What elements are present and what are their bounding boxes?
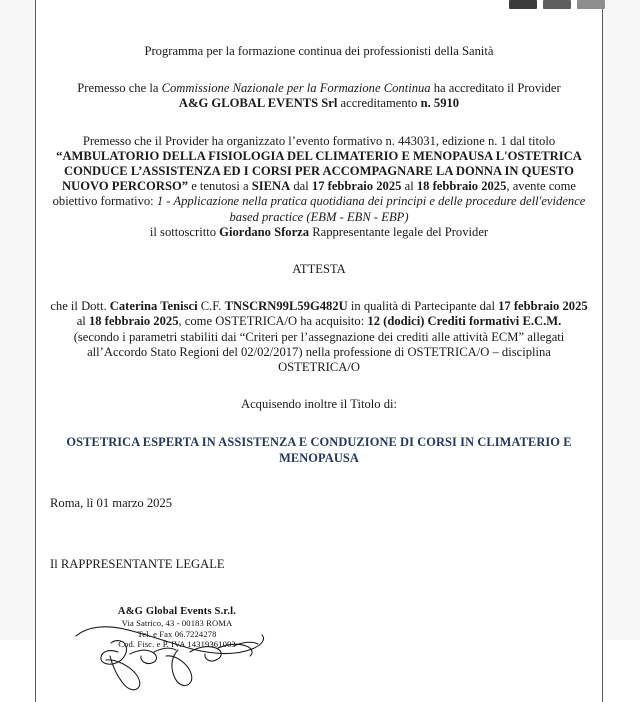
toolbar-bar-medium[interactable]	[543, 0, 571, 9]
toolbar-bar-light[interactable]	[577, 0, 605, 9]
participant-paragraph	[50, 299, 588, 375]
event-date-start: 17 febbraio 2025	[311, 179, 402, 194]
toolbar	[0, 0, 640, 10]
event-al: al	[401, 179, 417, 194]
document-page	[35, 0, 603, 702]
event-line1: Premesso che il Provider ha organizzato l’evento formativo n. 443031, edizione n. 1 dal titolo	[82, 133, 556, 148]
participant-profession: , come OSTETRICA/O ha acquisito:	[178, 314, 368, 329]
cf-label: C.F.	[197, 299, 225, 314]
commission-name: Commissione Nazionale per la Formazione Continua	[161, 81, 431, 96]
undersigned-suffix: Rappresentante legale del Provider	[309, 224, 489, 239]
stamp-company-name: A&G Global Events S.r.l.	[117, 606, 237, 618]
event-dal: dal	[290, 179, 312, 194]
event-title: “AMBULATORIO DELLA FISIOLOGIA DEL CLIMATERIO E MENOPAUSA L'OSTETRICA CONDUCE L’ASSISTENZA ED I CORSI PER ACCOMPAGNARE LA DONNA IN QUESTO NUOVO PERCORSO”	[56, 148, 582, 194]
stamp-and-signature-block	[72, 606, 302, 702]
participant-name: Caterina Tenisci	[109, 299, 198, 314]
accreditation-middle: ha accreditato il Provider	[430, 81, 561, 96]
representative-label: Il RAPPRESENTANTE LEGALE	[50, 557, 225, 572]
stamp-phone: Tel. e Fax 06.7224278	[137, 628, 217, 639]
event-paragraph	[50, 134, 588, 225]
title-intro: Acquisendo inoltre il Titolo di:	[240, 397, 398, 412]
participant-prefix: che il Dott.	[50, 299, 110, 314]
undersigned-prefix: il sottoscritto	[149, 224, 220, 239]
participant-date-end: 18 febbraio 2025	[88, 314, 179, 329]
document-body	[50, 0, 588, 702]
event-date-end: 18 febbraio 2025	[416, 179, 507, 194]
participant-al: al	[76, 314, 89, 329]
participant-role: in qualità di Partecipante dal	[347, 299, 499, 314]
participant-credits: 12 (dodici) Crediti formativi E.C.M.	[367, 314, 562, 329]
event-objective: 1 - Applicazione nella pratica quotidiana dei principi e delle procedure dell'evidence based practice (EBM - EBN - EBP)	[156, 194, 586, 224]
provider-name: A&G GLOBAL EVENTS Srl	[178, 96, 338, 111]
participant-date-start: 17 febbraio 2025	[498, 299, 588, 314]
objective-prefix: , avente come obiettivo formativo:	[52, 179, 576, 209]
accreditation-word: accreditamento	[337, 96, 421, 111]
event-after-title: e tenutosi a	[188, 179, 252, 194]
awarded-title: OSTETRICA ESPERTA IN ASSISTENZA E CONDUZIONE DI CORSI IN CLIMATERIO E MENOPAUSA	[66, 435, 572, 466]
stamp-tax-id: Cod. Fisc. e P. IVA 14319361003	[118, 638, 236, 649]
cf-value: TNSCRN99L59G482U	[224, 299, 348, 314]
attests-word: ATTESTA	[292, 262, 346, 277]
toolbar-bar-dark[interactable]	[509, 0, 537, 9]
place-and-date: Roma, lì 01 marzo 2025	[50, 496, 173, 511]
company-stamp	[72, 606, 282, 649]
accreditation-number: n. 5910	[420, 96, 460, 111]
accreditation-prefix: Premesso che la	[77, 81, 162, 96]
undersigned-paragraph	[50, 225, 588, 240]
undersigned-name: Giordano Sforza	[219, 224, 310, 239]
accreditation-paragraph	[50, 81, 588, 111]
event-city: SIENA	[251, 179, 291, 194]
stamp-address: Via Satrico, 43 - 00183 ROMA	[121, 618, 233, 629]
programme-heading: Programma per la formazione continua dei professionisti della Sanità	[144, 44, 494, 58]
criteria-text: (secondo i parametri stabiliti dai “Criteri per l’assegnazione dei crediti alle attività ECM” allegati all’Accordo Stato Regioni del 02/02/2017) nella professione di OSTETRICA/O – disciplina OSTETRICA/O	[73, 329, 565, 375]
